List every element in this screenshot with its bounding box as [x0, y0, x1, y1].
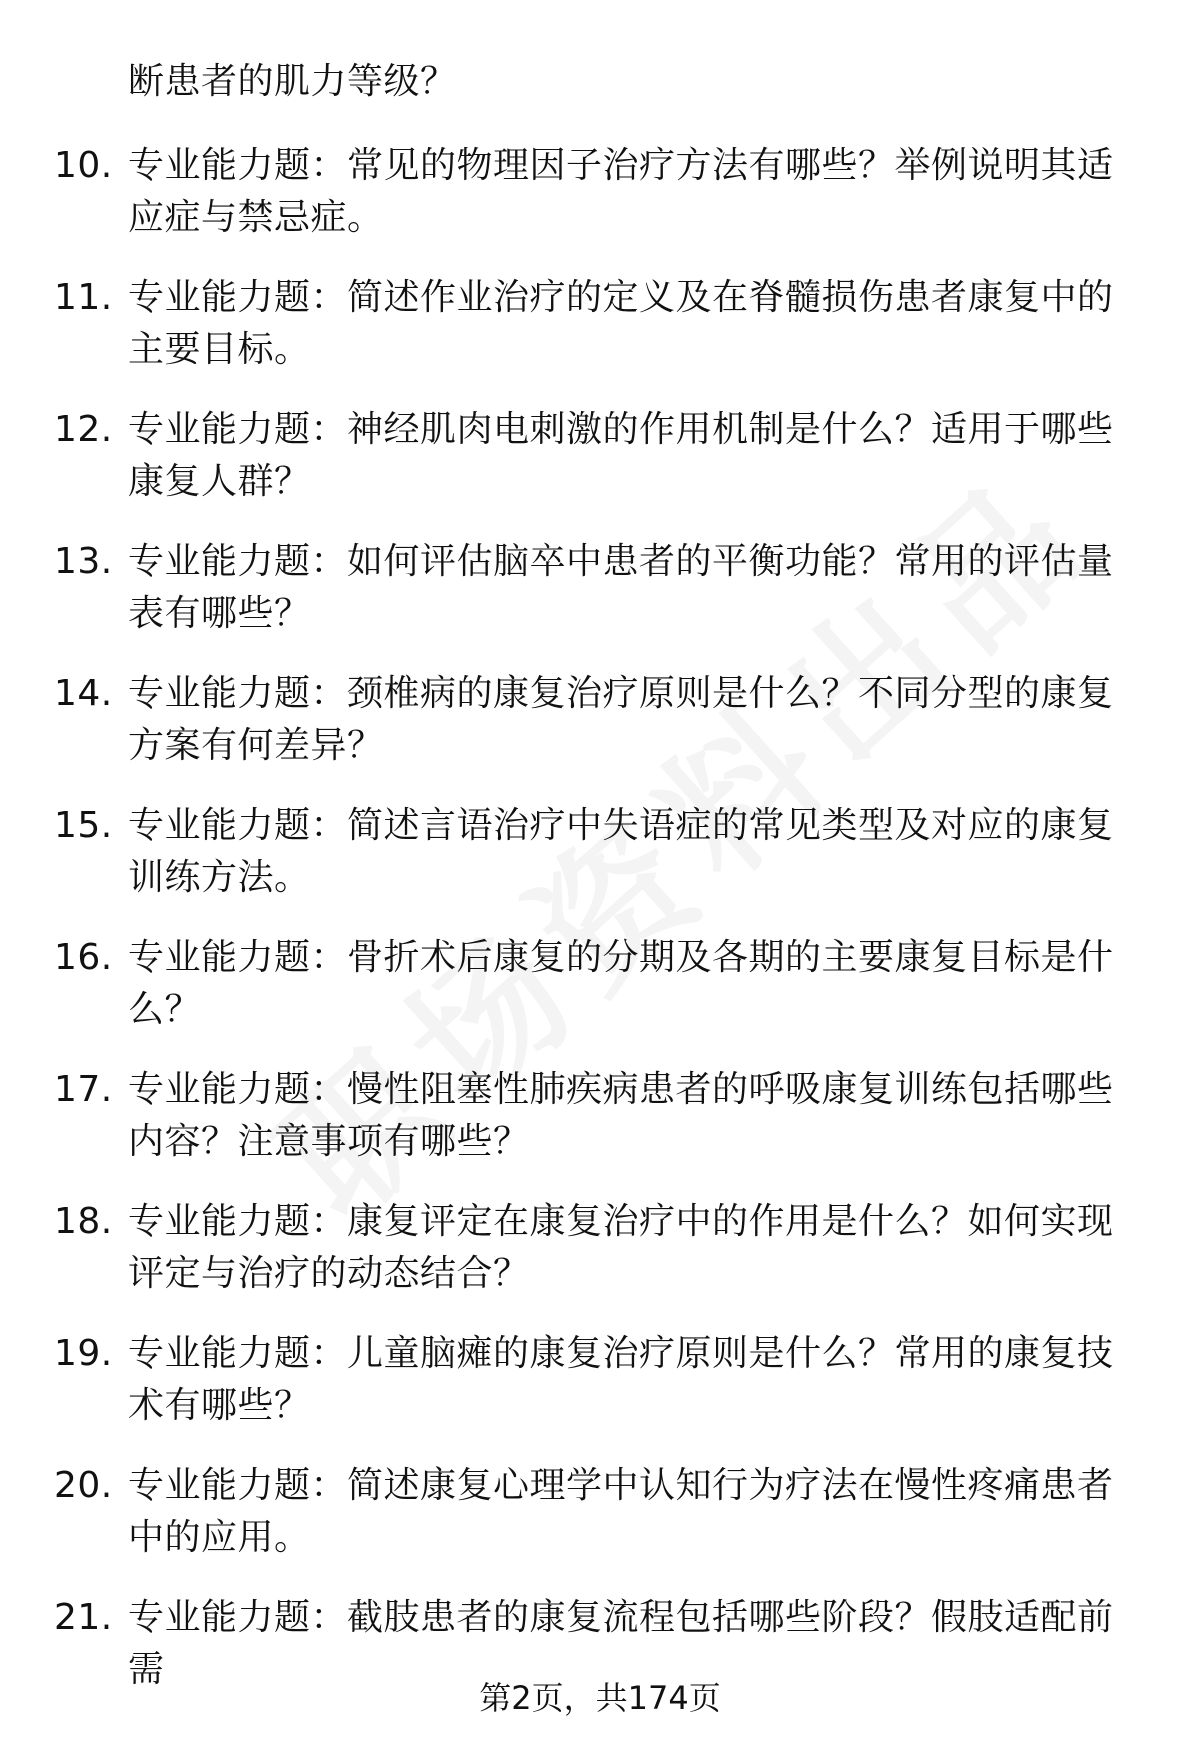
item-text: 专业能力题：骨折术后康复的分期及各期的主要康复目标是什么？: [128, 937, 1114, 1030]
item-text: 专业能力题：康复评定在康复治疗中的作用是什么？如何实现评定与治疗的动态结合？: [128, 1201, 1114, 1294]
question-list: [0, 140, 1200, 1724]
item-text: 专业能力题：神经肌肉电刺激的作用机制是什么？适用于哪些康复人群？: [128, 409, 1114, 502]
list-item: [0, 800, 1200, 932]
item-number: 14.: [54, 673, 113, 714]
list-item: [0, 1328, 1200, 1460]
list-item: [0, 668, 1200, 800]
item-number: 18.: [54, 1201, 113, 1242]
item-text: 专业能力题：慢性阻塞性肺疾病患者的呼吸康复训练包括哪些内容？注意事项有哪些？: [128, 1069, 1114, 1162]
list-item: [0, 404, 1200, 536]
list-item: [0, 1064, 1200, 1196]
item-text: 专业能力题：简述康复心理学中认知行为疗法在慢性疼痛患者中的应用。: [128, 1465, 1114, 1558]
item-number: 15.: [54, 805, 113, 846]
page-footer: 第2页，共174页: [479, 1679, 721, 1717]
list-item: [0, 932, 1200, 1064]
item-number: 19.: [54, 1333, 113, 1374]
list-item: [0, 272, 1200, 404]
item-number: 13.: [54, 541, 113, 582]
item-text: 专业能力题：颈椎病的康复治疗原则是什么？不同分型的康复方案有何差异？: [128, 673, 1114, 766]
continuation-text: 断患者的肌力等级？: [128, 61, 457, 102]
item-number: 11.: [54, 277, 113, 318]
list-item: [0, 536, 1200, 668]
item-number: 12.: [54, 409, 113, 450]
item-text: 专业能力题：简述作业治疗的定义及在脊髓损伤患者康复中的主要目标。: [128, 277, 1114, 370]
item-text: 专业能力题：如何评估脑卒中患者的平衡功能？常用的评估量表有哪些？: [128, 541, 1114, 634]
item-number: 10.: [54, 145, 113, 186]
list-item: [0, 140, 1200, 272]
item-number: 21.: [54, 1597, 113, 1638]
list-item: [0, 1460, 1200, 1592]
item-number: 17.: [54, 1069, 113, 1110]
item-text: 专业能力题：简述言语治疗中失语症的常见类型及对应的康复训练方法。: [128, 805, 1114, 898]
item-text: 专业能力题：截肢患者的康复流程包括哪些阶段？假肢适配前需: [128, 1597, 1114, 1690]
item-text: 专业能力题：常见的物理因子治疗方法有哪些？举例说明其适应症与禁忌症。: [128, 145, 1114, 238]
item-number: 20.: [54, 1465, 113, 1506]
item-number: 16.: [54, 937, 113, 978]
list-item: [0, 1196, 1200, 1328]
item-text: 专业能力题：儿童脑瘫的康复治疗原则是什么？常用的康复技术有哪些？: [128, 1333, 1114, 1426]
